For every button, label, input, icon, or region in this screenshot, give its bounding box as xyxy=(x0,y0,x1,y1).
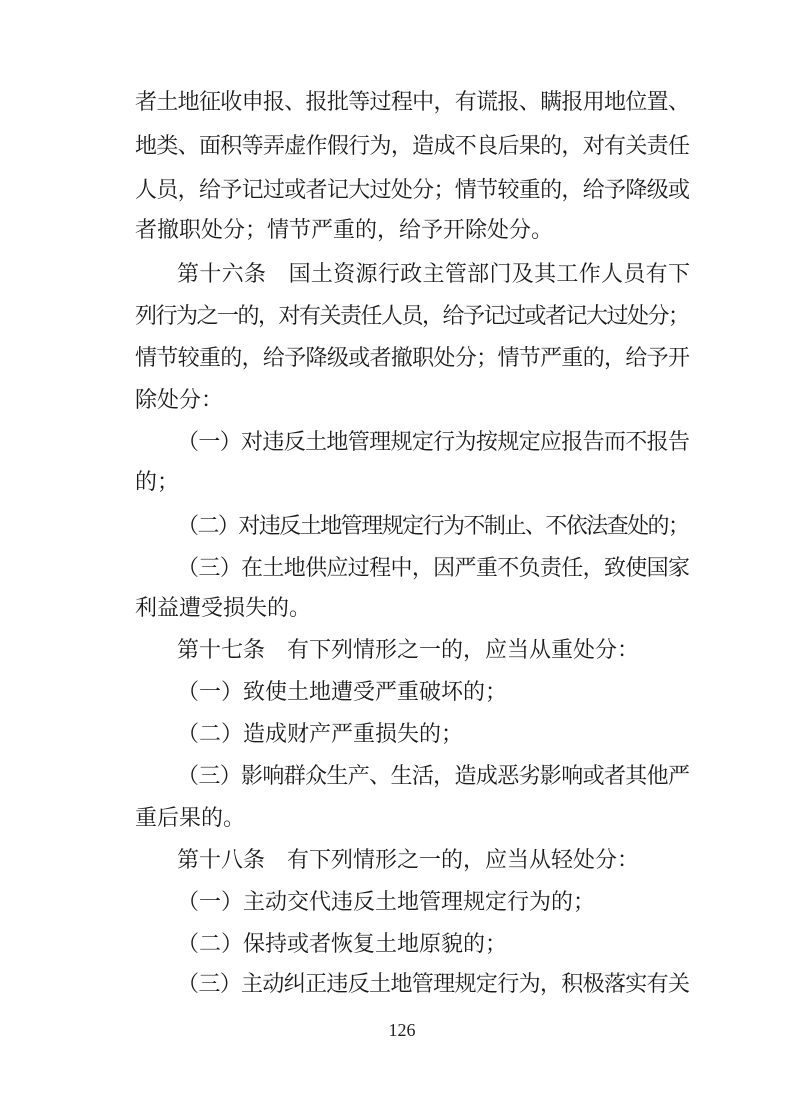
list-item-line: （三）影响群众生产、生活，造成恶劣影响或者其他严 xyxy=(177,764,690,789)
list-item-line: （一）对违反土地管理规定行为按规定应报告而不报告 xyxy=(177,430,690,455)
list-item-line: （一）主动交代违反土地管理规定行为的； xyxy=(177,890,596,915)
text-line: 列行为之一的，对有关责任人员，给予记过或者记大过处分； xyxy=(135,304,689,329)
list-item-line: （二）对违反土地管理规定行为不制止、不依法查处的； xyxy=(177,514,689,539)
text-line: 者土地征收申报、报批等过程中，有谎报、瞒报用地位置、 xyxy=(135,90,690,115)
text-line: 除处分： xyxy=(135,388,224,413)
list-item-line: （三）在土地供应过程中，因严重不负责任，致使国家 xyxy=(177,556,690,581)
list-item-line: （一）致使土地遭受严重破坏的； xyxy=(177,680,508,705)
text-line: 人员，给予记过或者记大过处分；情节较重的，给予降级或 xyxy=(135,178,690,203)
text-line: 者撤职处分；情节严重的，给予开除处分。 xyxy=(135,218,554,243)
list-item-line: （三）主动纠正违反土地管理规定行为，积极落实有关 xyxy=(177,972,690,997)
article-18-heading-line: 第十八条 有下列情形之一的，应当从轻处分： xyxy=(177,848,640,873)
text-line: 情节较重的，给予降级或者撤职处分；情节严重的，给予开 xyxy=(135,346,690,371)
text-line: 重后果的。 xyxy=(135,806,246,831)
text-line: 的； xyxy=(135,470,180,495)
list-item-line: （二）造成财产严重损失的； xyxy=(177,722,464,747)
text-line: 地类、面积等弄虚作假行为，造成不良后果的，对有关责任 xyxy=(135,134,690,159)
article-17-heading-line: 第十七条 有下列情形之一的，应当从重处分： xyxy=(177,638,640,663)
text-line: 利益遭受损失的。 xyxy=(135,596,312,621)
article-16-heading-line: 第十六条 国土资源行政主管部门及其工作人员有下 xyxy=(177,262,691,287)
page-number: 126 xyxy=(388,1020,416,1040)
list-item-line: （二）保持或者恢复土地原貌的； xyxy=(177,932,508,957)
